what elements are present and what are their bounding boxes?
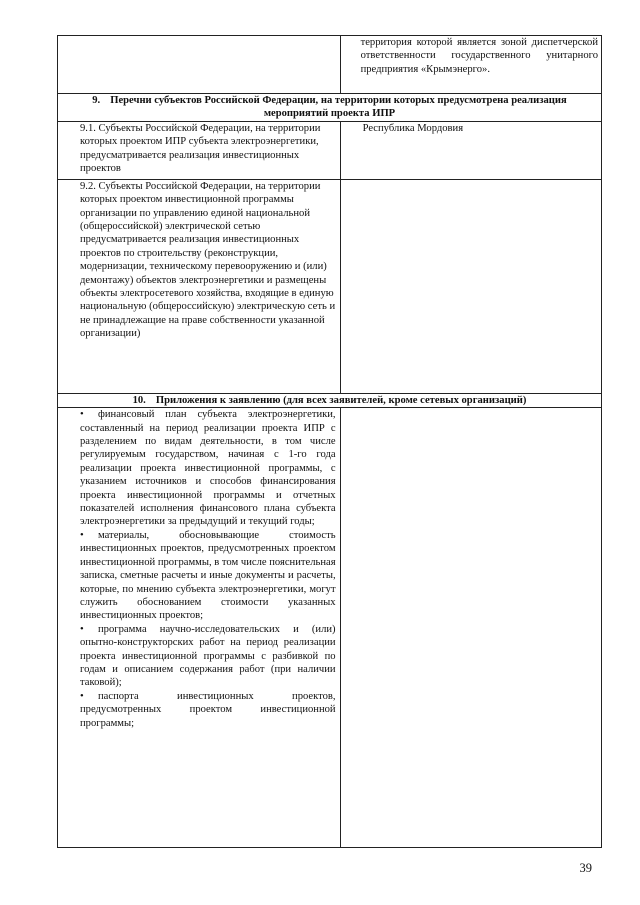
row-9-1-label: 9.1. Субъекты Российской Федерации, на территории которых проектом ИПР субъекта электроэнергетики, предусматривается реализация инвестиционных проектов — [58, 121, 341, 179]
section-9-heading — [58, 94, 602, 122]
continuation-row — [58, 36, 602, 94]
list-item — [80, 623, 336, 690]
bullet-icon: • — [80, 409, 84, 421]
attachments-list — [58, 408, 341, 848]
section-10-title: Приложения к заявлению (для всех заявителей, кроме сетевых организаций) — [155, 394, 527, 406]
row-9-1-value: Республика Мордовия — [340, 121, 601, 179]
list-item — [80, 408, 336, 529]
list-item-text: программа научно-исследовательских и (или) опытно-конструкторских работ на период реализации проекта инвестиционной программы с разбивкой по годам и описанием содержания работ (при наличии таковой); — [80, 623, 336, 689]
row-9-2-value — [340, 179, 601, 393]
section-10-heading-row — [58, 393, 602, 407]
section-10-number: 10. — [132, 394, 146, 406]
list-item — [80, 690, 336, 730]
section-9-title: Перечни субъектов Российской Федерации, на территории которых предусмотрена реализация мероприятий проекта ИПР — [110, 95, 567, 120]
list-item — [80, 529, 336, 623]
continuation-left-cell — [58, 36, 341, 94]
bullet-icon: • — [80, 529, 84, 541]
list-item-text: финансовый план субъекта электроэнергетики, составленный на период реализации проекта ИПР с разделением по видам деятельности, в том числе регулируемым государством, начиная с 1-го года реализации проекта инвестиционной программы, с указанием источников и способов финансирования проекта инвестиционной программы и отчетных показателей исполнения финансового плана субъекта электроэнергетики за предыдущий и текущий годы; — [80, 409, 336, 528]
document-table — [57, 35, 602, 848]
page-number: 39 — [579, 861, 592, 875]
section-10-attachments-row — [58, 408, 602, 848]
bullet-icon: • — [80, 623, 84, 635]
bullet-icon: • — [80, 690, 84, 702]
section-9-heading-row — [58, 94, 602, 122]
list-item-text: материалы, обосновывающие стоимость инвестиционных проектов, предусмотренных проектом инвестиционной программы, в том числе пояснительная записка, сметные расчеты и иные документы и расчеты, которые, по мнению субъекта электроэнергетики, могут служить обоснованием стоимости указанных инвестиционных проектов; — [80, 529, 336, 622]
continuation-right-cell: территория которой является зоной диспетчерской ответственности государственного унитарного предприятия «Крымэнерго». — [340, 36, 601, 94]
section-10-heading — [58, 393, 602, 407]
attachments-right-cell — [340, 408, 601, 848]
row-9-2 — [58, 179, 602, 393]
row-9-1 — [58, 121, 602, 179]
section-9-number: 9. — [92, 95, 101, 106]
list-item-text: паспорта инвестиционных проектов, предусмотренных проектом инвестиционной программы; — [80, 690, 336, 729]
row-9-2-label: 9.2. Субъекты Российской Федерации, на территории которых проектом инвестиционной программы организации по управлению единой национальной (общероссийской) электрической сетью предусматривается реализация инвестиционных проектов по строительству (реконструкции, модернизации, техническому перевооружению и (или) демонтажу) объектов электроэнергетики и размещены объекты электросетевого хозяйства, входящие в единую национальную (общероссийскую) электрическую сеть и не принадлежащие на праве собственности указанной организации) — [58, 179, 341, 393]
